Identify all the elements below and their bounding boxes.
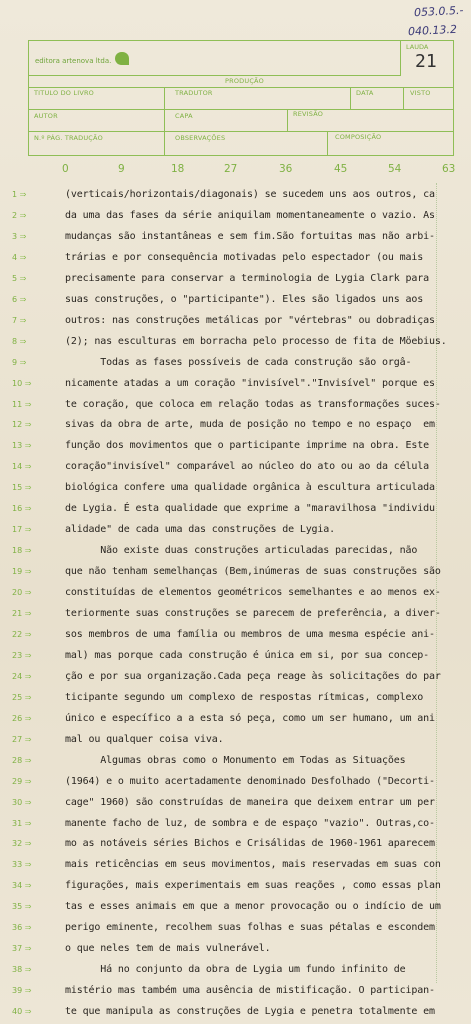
arrow-icon: ⇒: [22, 567, 32, 576]
typed-line: Há no conjunto da obra de Lygia um fundo infinito de: [65, 964, 406, 975]
arrow-icon: ⇒: [22, 798, 32, 807]
typed-line: que não tenham semelhanças (Bem,inúmeras de suas construções são: [65, 566, 441, 577]
line-number: [12, 253, 42, 262]
arrow-icon: ⇒: [22, 860, 32, 869]
arrow-icon: ⇒: [22, 902, 32, 911]
line-number-value: 9: [12, 358, 18, 367]
line-number: [12, 735, 42, 744]
line-number: [12, 588, 42, 597]
arrow-icon: ⇒: [17, 316, 27, 325]
divider: [29, 131, 453, 132]
titulo-label: TITULO DO LIVRO: [34, 89, 94, 97]
arrow-icon: ⇒: [22, 546, 32, 555]
publisher-logo-icon: [115, 52, 129, 65]
line-number-value: 14: [12, 462, 23, 471]
line-number: [12, 525, 42, 534]
line-number: [12, 672, 42, 681]
line-number-value: 30: [12, 798, 23, 807]
line-number-value: 20: [12, 588, 23, 597]
typed-line: trárias e por consequência motivadas pelo espectador (ou mais: [65, 252, 424, 263]
arrow-icon: ⇒: [22, 420, 32, 429]
line-number-value: 31: [12, 819, 23, 828]
typed-line: Todas as fases possíveis de cada construção são orgâ-: [65, 357, 412, 368]
typed-line: nicamente atadas a um coração "invisível"."Invisível" porque es: [65, 378, 435, 389]
ruler-mark: 18: [171, 163, 185, 175]
typed-line: suas construções, o "participante"). Eles são ligados uns aos: [65, 294, 424, 305]
ruler-mark: 27: [224, 163, 238, 175]
line-number-value: 15: [12, 483, 23, 492]
line-number-value: 11: [12, 400, 23, 409]
line-number: [12, 798, 42, 807]
line-number-value: 18: [12, 546, 23, 555]
typed-line: te que manipula as construções de Lygia e penetra totalmente em: [65, 1006, 435, 1017]
line-number-value: 2: [12, 211, 18, 220]
divider: [350, 87, 351, 109]
ruler-mark: 0: [62, 163, 69, 175]
arrow-icon: ⇒: [22, 693, 32, 702]
line-number-value: 32: [12, 839, 23, 848]
line-number-value: 5: [12, 274, 18, 283]
arrow-icon: ⇒: [22, 735, 32, 744]
ruler-mark: 45: [334, 163, 348, 175]
line-number: [12, 400, 42, 409]
arrow-icon: ⇒: [22, 777, 32, 786]
line-number-value: 21: [12, 609, 23, 618]
typed-line: tas e esses animais em que a menor provocação ou o indício de um: [65, 901, 441, 912]
line-number: [12, 965, 42, 974]
typed-line: Algumas obras como o Monumento em Todas as Situações: [65, 755, 406, 766]
line-number: [12, 420, 42, 429]
data-label: DATA: [356, 89, 374, 97]
line-number: [12, 1007, 42, 1016]
arrow-icon: ⇒: [22, 525, 32, 534]
line-number: [12, 777, 42, 786]
arrow-icon: ⇒: [22, 672, 32, 681]
line-number-value: 38: [12, 965, 23, 974]
observacoes-label: OBSERVAÇÕES: [175, 134, 226, 142]
typed-line: função dos movimentos que o participante imprime na obra. Este: [65, 440, 429, 451]
arrow-icon: ⇒: [17, 190, 27, 199]
line-number: [12, 860, 42, 869]
line-number-value: 13: [12, 441, 23, 450]
typed-line: mudanças são instantâneas e sem fim.São fortuitas mas não arbi-: [65, 231, 435, 242]
typed-line: cage" 1960) são construídas de maneira que deixem entrar um per: [65, 797, 435, 808]
typed-line: constituídas de elementos geométricos semelhantes e ao menos ex-: [65, 587, 441, 598]
line-number: [12, 295, 42, 304]
arrow-icon: ⇒: [17, 274, 27, 283]
arrow-icon: ⇒: [22, 965, 32, 974]
lauda-number: 21: [415, 51, 437, 72]
typed-line: alidade" de cada uma das construções de Lygia.: [65, 524, 336, 535]
typed-line: (verticais/horizontais/diagonais) se sucedem uns aos outros, ca: [65, 189, 435, 200]
line-number: [12, 567, 42, 576]
line-number: [12, 902, 42, 911]
arrow-icon: ⇒: [22, 944, 32, 953]
typed-line: de Lygia. É esta qualidade que exprime a "maravilhosa "individu: [65, 503, 435, 514]
line-number: [12, 316, 42, 325]
typed-line: teriormente suas construções se parecem de preferência, a diver-: [65, 608, 441, 619]
arrow-icon: ⇒: [22, 756, 32, 765]
typed-line: (1964) e o muito acertadamente denominado Desfolhado ("Decorti-: [65, 776, 435, 787]
typed-line: coração"invisível" comparável ao núcleo do ato ou ao da célula: [65, 461, 429, 472]
line-number: [12, 358, 42, 367]
line-number: [12, 441, 42, 450]
line-number-value: 16: [12, 504, 23, 513]
typed-line: manente facho de luz, de sombra e de espaço "vazio". Outras,co-: [65, 818, 435, 829]
revisao-label: REVISÃO: [293, 110, 324, 118]
arrow-icon: ⇒: [22, 839, 32, 848]
typed-line: ticipante segundo um complexo de respostas rítmicas, complexo: [65, 692, 424, 703]
divider: [29, 75, 401, 76]
composicao-label: COMPOSIÇÃO: [335, 133, 382, 141]
ruler-mark: 54: [388, 163, 402, 175]
column-ruler: [0, 163, 471, 177]
arrow-icon: ⇒: [17, 358, 27, 367]
line-number-value: 6: [12, 295, 18, 304]
arrow-icon: ⇒: [22, 923, 32, 932]
arrow-icon: ⇒: [17, 211, 27, 220]
line-number-value: 35: [12, 902, 23, 911]
ruler-mark: 36: [279, 163, 293, 175]
typed-line: figurações, mais experimentais em suas reações , como essas plan: [65, 880, 441, 891]
typed-line: mal ou qualquer coisa viva.: [65, 734, 224, 745]
arrow-icon: ⇒: [22, 630, 32, 639]
typed-line: perigo eminente, recolhem suas folhas e suas pétalas e escondem: [65, 922, 435, 933]
line-number-value: 7: [12, 316, 18, 325]
line-number-value: 34: [12, 881, 23, 890]
arrow-icon: ⇒: [22, 609, 32, 618]
line-number-value: 4: [12, 253, 18, 262]
typed-line: outros: nas construções metálicas por "vértebras" ou dobradiças: [65, 315, 435, 326]
line-number-value: 24: [12, 672, 23, 681]
line-number-value: 8: [12, 337, 18, 346]
line-number: [12, 944, 42, 953]
line-number: [12, 986, 42, 995]
line-number-value: 28: [12, 756, 23, 765]
arrow-icon: ⇒: [17, 337, 27, 346]
typed-line: o que neles tem de mais vulnerável.: [65, 943, 271, 954]
arrow-icon: ⇒: [22, 441, 32, 450]
line-number-value: 23: [12, 651, 23, 660]
typed-line: te coração, que coloca em relação todas as transformações suces-: [65, 399, 441, 410]
line-number-value: 25: [12, 693, 23, 702]
typed-line: ção e por sua organização.Cada peça reage às solicitações do par: [65, 671, 441, 682]
line-number-value: 36: [12, 923, 23, 932]
line-number: [12, 714, 42, 723]
typed-line: mo as notáveis séries Bichos e Crisálidas de 1960-1961 aparecem: [65, 838, 435, 849]
line-number-value: 10: [12, 379, 23, 388]
arrow-icon: ⇒: [22, 986, 32, 995]
visto-label: VISTO: [410, 89, 431, 97]
line-number: [12, 756, 42, 765]
divider: [403, 87, 404, 109]
line-number-value: 26: [12, 714, 23, 723]
arrow-icon: ⇒: [17, 253, 27, 262]
arrow-icon: ⇒: [17, 232, 27, 241]
divider: [29, 109, 453, 110]
divider: [287, 109, 288, 131]
line-number: [12, 190, 42, 199]
arrow-icon: ⇒: [17, 295, 27, 304]
typed-line: sivas da obra de arte, muda de posição no tempo e no espaço em: [65, 419, 435, 430]
arrow-icon: ⇒: [22, 714, 32, 723]
arrow-icon: ⇒: [22, 400, 32, 409]
line-number-value: 22: [12, 630, 23, 639]
typed-line: (2); nas esculturas em borracha pelo processo de fita de Möebius.: [65, 336, 447, 347]
line-number-value: 39: [12, 986, 23, 995]
typed-line: mistério mas também uma ausência de mistificação. O participan-: [65, 985, 435, 996]
line-number: [12, 839, 42, 848]
line-number: [12, 881, 42, 890]
line-number-value: 37: [12, 944, 23, 953]
line-number: [12, 483, 42, 492]
line-number: [12, 379, 42, 388]
producao-label: PRODUÇÃO: [225, 77, 264, 85]
line-number: [12, 923, 42, 932]
line-number-value: 19: [12, 567, 23, 576]
typed-line: biológica confere uma qualidade orgânica à escultura articulada: [65, 482, 435, 493]
line-number-value: 29: [12, 777, 23, 786]
line-number-value: 3: [12, 232, 18, 241]
tradutor-label: TRADUTOR: [175, 89, 213, 97]
line-number-value: 33: [12, 860, 23, 869]
line-number: [12, 337, 42, 346]
ruler-mark: 9: [118, 163, 125, 175]
lauda-label: LAUDA: [406, 43, 429, 51]
form-header: [28, 40, 454, 156]
arrow-icon: ⇒: [22, 462, 32, 471]
line-number: [12, 609, 42, 618]
line-number-value: 40: [12, 1007, 23, 1016]
typed-line: Não existe duas construções articuladas parecidas, não: [65, 545, 418, 556]
arrow-icon: ⇒: [22, 483, 32, 492]
arrow-icon: ⇒: [22, 588, 32, 597]
line-number: [12, 819, 42, 828]
arrow-icon: ⇒: [22, 1007, 32, 1016]
archive-code: 040.13.2: [407, 22, 458, 39]
line-number: [12, 546, 42, 555]
lauda-box: [400, 41, 453, 75]
archive-code: 053.0.5.-: [413, 3, 464, 20]
npag-label: N.º PÁG. TRADUÇÃO: [34, 134, 103, 142]
line-number: [12, 232, 42, 241]
arrow-icon: ⇒: [22, 504, 32, 513]
line-number: [12, 211, 42, 220]
arrow-icon: ⇒: [22, 379, 32, 388]
line-number: [12, 462, 42, 471]
line-number: [12, 693, 42, 702]
line-number-value: 27: [12, 735, 23, 744]
line-number: [12, 630, 42, 639]
arrow-icon: ⇒: [22, 651, 32, 660]
arrow-icon: ⇒: [22, 819, 32, 828]
publisher-brand: editora artenova ltda.: [35, 57, 112, 65]
typed-line: precisamente para conservar a terminologia de Lygia Clark para: [65, 273, 429, 284]
arrow-icon: ⇒: [22, 881, 32, 890]
line-number: [12, 504, 42, 513]
divider: [29, 87, 453, 88]
typed-line: da uma das fases da série aniquilam momentaneamente o vazio. As: [65, 210, 435, 221]
line-number: [12, 274, 42, 283]
divider: [164, 87, 165, 155]
typed-line: sos membros de uma família ou membros de uma mesma espécie ani-: [65, 629, 435, 640]
line-number-value: 1: [12, 190, 18, 199]
autor-label: AUTOR: [34, 112, 58, 120]
line-number-value: 12: [12, 420, 23, 429]
divider: [327, 131, 328, 155]
capa-label: CAPA: [175, 112, 193, 120]
line-number: [12, 651, 42, 660]
typed-line: mais reticências em seus movimentos, mais reservadas em suas con: [65, 859, 441, 870]
typed-line: mal) mas porque cada construção é única em si, por sua concep-: [65, 650, 429, 661]
line-number-value: 17: [12, 525, 23, 534]
typed-line: único e específico a a esta só peça, como um ser humano, um ani: [65, 713, 435, 724]
ruler-mark: 63: [442, 163, 456, 175]
